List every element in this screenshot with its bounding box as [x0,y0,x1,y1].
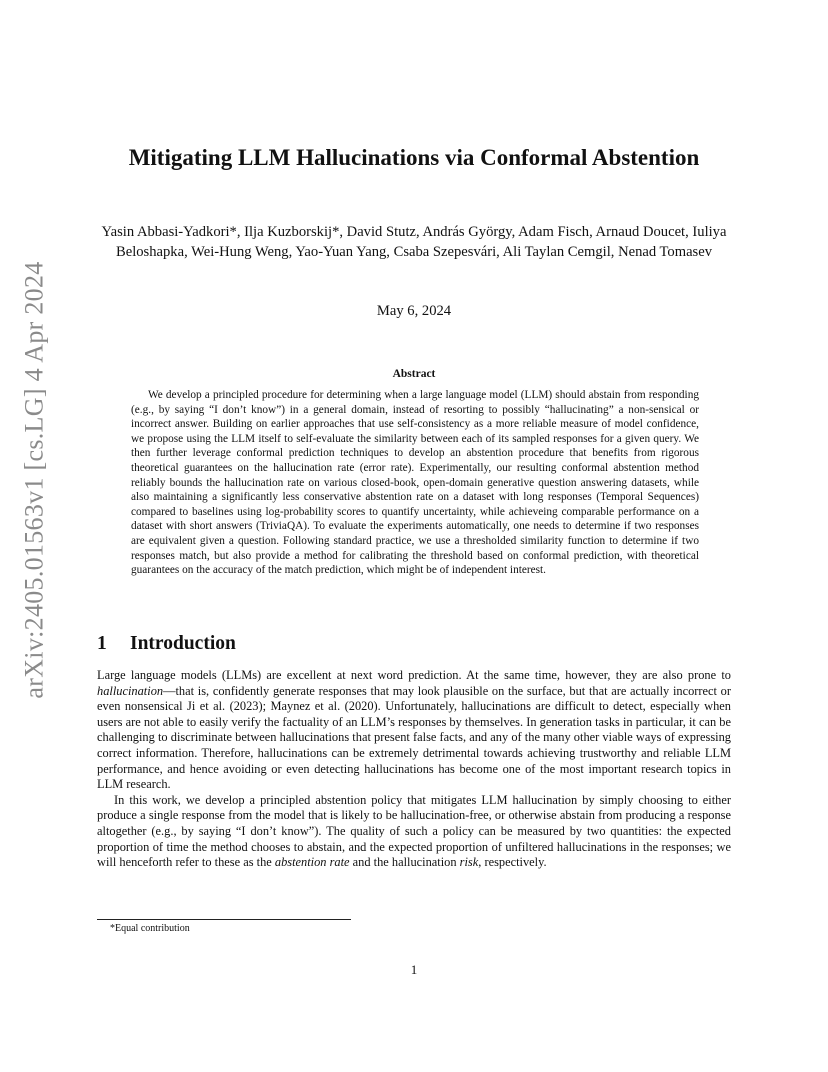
arxiv-identifier-text: arXiv:2405.01563v1 [cs.LG] 4 Apr 2024 [20,261,49,699]
author-list: Yasin Abbasi-Yadkori*, Ilja Kuzborskij*, David Stutz, András György, Adam Fisch, Arnaud Doucet, Iuliya Beloshapka, Wei-Hung Weng, Yao-Yuan Yang, Csaba Szepesvári, Ali Taylan Cemgil, Nenad Tomasev [101,224,727,260]
section-number: 1 [97,633,107,654]
introduction-text [97,668,731,871]
emphasis-term: abstention rate [274,855,350,870]
section-title: Introduction [130,633,236,654]
paper-title: Mitigating LLM Hallucinations via Conformal Abstention [128,145,700,170]
text-run: and the hallucination [349,855,460,870]
emphasis-term: hallucination [97,683,164,698]
footnote: *Equal contribution [110,923,190,934]
text-run: , respectively. [478,855,547,870]
intro-paragraph-1 [97,668,731,793]
text-run: In this work, we develop a principled abstention policy that mitigates LLM hallucination by simply choosing to either produce a single response from the model that is likely to be hallucination-free, or otherwise abstain from producing a response altogether (e.g., by saying “I don’t know”). The quality of such a policy can be measured by two quantities: the expected proportion of time the method chooses to abstain, and the expected proportion of unfiltered hallucinations in the responses; we will henceforth refer to these as the [97,792,731,870]
footnote-divider [97,919,351,920]
abstract-body: We develop a principled procedure for determining when a large language model (LLM) should abstain from responding (e.g., by saying “I don’t know”) in a general domain, instead of resorting to possibly “hallucinating” a non-sensical or incorrect answer. Building on earlier approaches that use self-consistency as a more reliable measure of model confidence, we propose using the LLM itself to self-evaluate the similarity between each of its sampled responses for a given query. We then further leverage conformal prediction techniques to develop an abstention procedure that benefits from rigorous theoretical guarantees on the hallucination rate (error rate). Experimentally, our resulting conformal abstention method reliably bounds the hallucination rate on various closed-book, open-domain generative question answering datasets, while also maintaining a significantly less conservative abstention rate on a dataset with long responses (Temporal Sequences) compared to baselines using log-probability scores to quantify uncertainty, while achieveing comparable performance on a dataset with short answers (TriviaQA). To evaluate the experiments automatically, one needs to determine if two responses are equivalent given a question. Following standard practice, we use a thresholded similarity function to determine if two responses match, but also provide a method for calibrating the threshold based on conformal prediction, with theoretical guarantees on the accuracy of the match prediction, which might be of independent interest. [131,389,699,577]
section-heading [97,633,236,655]
intro-paragraph-2 [97,793,731,871]
page-number: 1 [410,962,418,977]
emphasis-term: risk [459,855,479,870]
text-run: Large language models (LLMs) are excellent at next word prediction. At the same time, however, they are also prone to [97,668,731,682]
abstract-heading: Abstract [392,368,436,380]
arxiv-identifier-stamp [10,261,60,699]
text-run: —that is, confidently generate responses that may look plausible on the surface, but that are actually incorrect or even nonsensical Ji et al. (2023); Maynez et al. (2020). Unfortunately, hallucinations are difficult to detect, especially when users are not able to easily verify the factuality of an LLM’s responses by themselves. In generation tasks in particular, it can be challenging to discriminate between hallucinations that present false facts, and any of the many other viable ways of expressing correct information. Therefore, hallucinations can be extremely detrimental towards achieving trustworthy and reliable LLM performance, and hence avoiding or even detecting hallucinations has become one of the most important research topics in LLM research. [97,683,731,792]
publication-date: May 6, 2024 [376,303,452,319]
